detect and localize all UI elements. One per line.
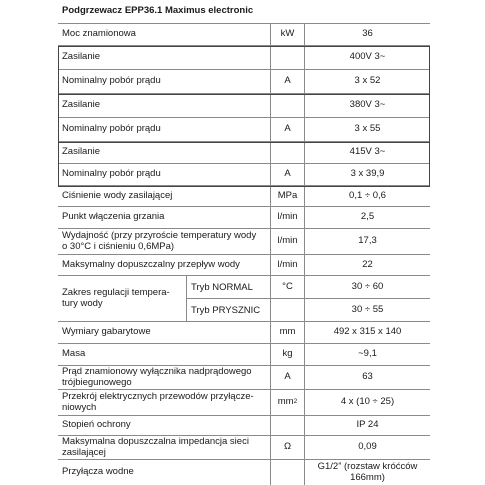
unit: MPa	[270, 186, 304, 206]
unit-empty	[270, 299, 304, 322]
value: 3 x 52	[304, 70, 430, 93]
value: IP 24	[304, 416, 430, 435]
value: 3 x 39,9	[304, 164, 430, 185]
row-wydajnosc	[58, 229, 430, 255]
value: 2,5	[304, 207, 430, 228]
unit-text: mm	[277, 396, 294, 408]
unit	[270, 416, 304, 435]
label: Masa	[62, 348, 86, 360]
label: Przekrój elektrycznych przewodów przyłącze-niowych	[62, 391, 254, 413]
row-wymiary	[58, 322, 430, 344]
value: 17,3	[304, 229, 430, 254]
unit	[270, 94, 304, 117]
unit: A	[270, 70, 304, 93]
value: 0,1 ÷ 0,6	[304, 186, 430, 206]
value: 4 x (10 ÷ 25)	[304, 390, 430, 415]
row-stopien-ochrony	[58, 416, 430, 436]
unit: Ω	[270, 436, 304, 459]
label: Zasilanie	[62, 146, 101, 158]
value: 400V 3~	[304, 46, 430, 69]
label: Punkt włączenia grzania	[62, 211, 165, 223]
row-zasilanie-3	[58, 142, 430, 164]
row-masa	[58, 344, 430, 366]
label: Nominalny pobór prądu	[62, 168, 161, 180]
row-pobor-3	[58, 164, 430, 186]
unit: °C	[270, 276, 304, 299]
unit-superscript: 2	[293, 398, 298, 406]
value: 380V 3~	[304, 94, 430, 117]
value: 0,09	[304, 436, 430, 459]
value: 63	[304, 366, 430, 389]
row-cisnienie	[58, 186, 430, 207]
row-zakres-regulacji	[58, 276, 430, 322]
label: Prąd znamionowy wyłącznika nadprądowego trójbiegunowego	[62, 366, 252, 388]
unit: A	[270, 164, 304, 185]
row-prad-wylacznika	[58, 366, 430, 390]
unit: A	[270, 366, 304, 389]
label: Ciśnienie wody zasilającej	[62, 189, 173, 201]
row-impedancja	[58, 436, 430, 460]
row-pobor-1	[58, 70, 430, 94]
row-moc	[58, 24, 430, 46]
label: Nominalny pobór prądu	[62, 75, 161, 87]
label: Maksymalna dopuszczalna impedancja sieci zasilającej	[62, 436, 249, 458]
unit	[270, 390, 304, 415]
value: ~9,1	[304, 344, 430, 365]
label: Zasilanie	[62, 99, 101, 111]
value: 415V 3~	[304, 142, 430, 163]
value: 22	[304, 255, 430, 275]
label: Zasilanie	[62, 51, 101, 63]
label: Nominalny pobór prądu	[62, 123, 161, 135]
label: Przyłącza wodne	[62, 466, 134, 478]
unit	[270, 142, 304, 163]
value-prysznic: 30 ÷ 55	[304, 299, 430, 322]
label: Stopień ochrony	[62, 419, 131, 431]
unit	[270, 460, 304, 485]
table-title: Podgrzewacz EPP36.1 Maximus electronic	[62, 5, 254, 17]
unit: kW	[270, 24, 304, 45]
label: Maksymalny dopuszczalny przepływ wody	[62, 258, 240, 270]
value: G1/2” (rozstaw króćców 166mm)	[304, 460, 430, 485]
unit	[270, 46, 304, 69]
table-title-row	[58, 0, 430, 24]
row-zasilanie-1	[58, 46, 430, 70]
label: Wymiary gabarytowe	[62, 326, 151, 338]
row-pobor-2	[58, 118, 430, 142]
sub-label-normal: Tryb NORMAL	[186, 276, 270, 299]
row-zasilanie-2	[58, 94, 430, 118]
row-przylacza	[58, 460, 430, 485]
value: 492 x 315 x 140	[304, 322, 430, 343]
unit: mm	[270, 322, 304, 343]
unit: l/min	[270, 207, 304, 228]
unit: A	[270, 118, 304, 141]
row-przekroj	[58, 390, 430, 416]
label: Zakres regulacji tempera-tury wody	[62, 287, 170, 309]
unit: l/min	[270, 255, 304, 275]
label: Wydajność (przy przyroście temperatury wody o 30°C i ciśnieniu 0,6MPa)	[62, 230, 257, 252]
value: 36	[304, 24, 430, 45]
label: Moc znamionowa	[62, 28, 136, 40]
unit: kg	[270, 344, 304, 365]
row-punkt-wlaczenia	[58, 207, 430, 229]
sub-label-prysznic: Tryb PRYSZNIC	[186, 299, 270, 322]
unit: l/min	[270, 229, 304, 254]
row-max-przeplyw	[58, 255, 430, 276]
value: 3 x 55	[304, 118, 430, 141]
value-normal: 30 ÷ 60	[304, 276, 430, 299]
